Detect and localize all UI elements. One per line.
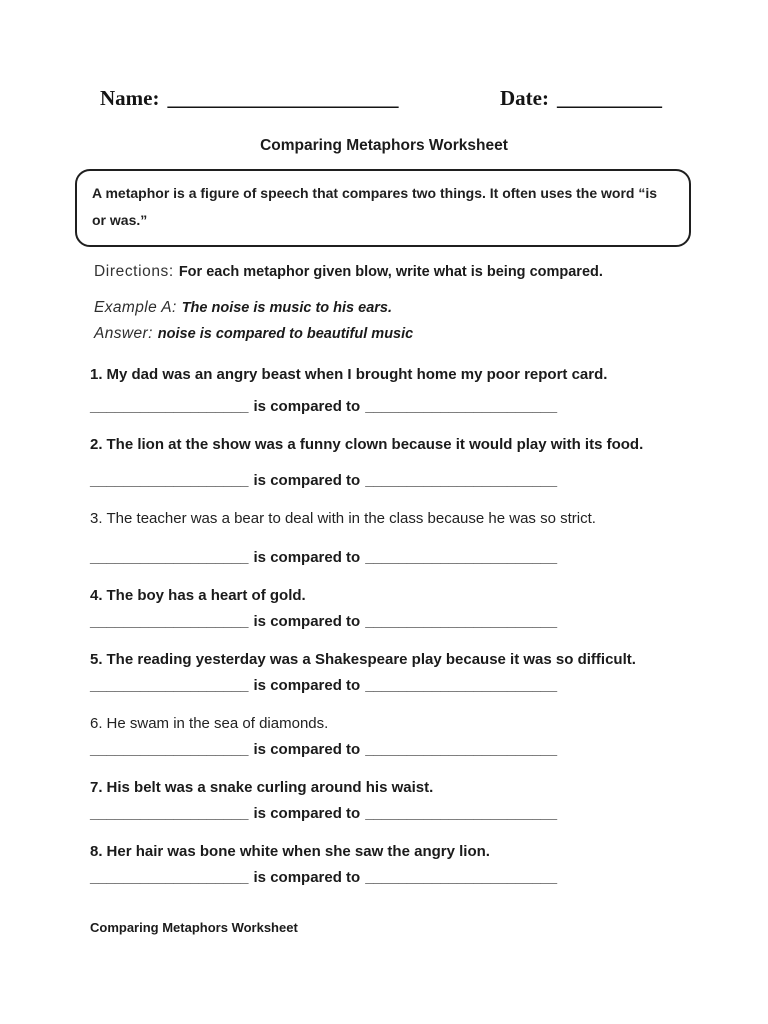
question-3-answer-line <box>90 548 708 568</box>
question-5 <box>90 650 708 696</box>
question-3-number: 3. <box>90 510 103 527</box>
question-2-number: 2. <box>90 436 103 453</box>
blank-left: ___________________ <box>90 398 249 415</box>
question-4-number: 4. <box>90 587 103 604</box>
compare-label: is compared to <box>253 549 361 566</box>
example-sentence: The noise is music to his ears. <box>181 300 393 316</box>
question-7-number: 7. <box>90 779 103 796</box>
question-6-answer-line <box>90 740 708 760</box>
blank-right: _______________________ <box>365 613 558 630</box>
answer-label: Answer: <box>94 325 153 342</box>
footer-title: Comparing Metaphors Worksheet <box>90 920 298 935</box>
question-5-number: 5. <box>90 651 103 668</box>
definition-text: A metaphor is a figure of speech that compares two things. It often uses the word “is or was.” <box>92 185 658 228</box>
directions-label: Directions: <box>94 263 174 280</box>
question-8-number: 8. <box>90 843 103 860</box>
question-3 <box>90 509 708 568</box>
blank-right: _______________________ <box>365 869 558 886</box>
question-7 <box>90 778 708 824</box>
compare-label: is compared to <box>253 398 361 415</box>
blank-left: ___________________ <box>90 805 249 822</box>
question-5-text: The reading yesterday was a Shakespeare play because it was so difficult. <box>106 651 636 668</box>
compare-label: is compared to <box>253 472 361 489</box>
question-1-number: 1. <box>90 366 103 383</box>
compare-label: is compared to <box>253 741 361 758</box>
question-4-text: The boy has a heart of gold. <box>106 587 306 604</box>
question-1-sentence <box>90 365 708 385</box>
compare-label: is compared to <box>253 613 361 630</box>
question-7-sentence <box>90 778 708 798</box>
example-answer-row <box>94 321 768 347</box>
question-8-sentence <box>90 842 708 862</box>
name-blank-line: ______________________ <box>167 86 399 110</box>
directions-row <box>94 263 708 281</box>
definition-box <box>75 169 691 247</box>
question-2-text: The lion at the show was a funny clown because it would play with its food. <box>106 436 644 453</box>
directions-text: For each metaphor given blow, write what is being compared. <box>178 264 603 280</box>
question-2-answer-line <box>90 471 708 491</box>
question-6 <box>90 714 708 760</box>
example-label: Example A: <box>94 299 177 316</box>
question-1-answer-line <box>90 397 708 417</box>
question-4-answer-line <box>90 612 708 632</box>
question-4 <box>90 586 708 632</box>
question-6-number: 6. <box>90 715 103 732</box>
blank-left: ___________________ <box>90 741 249 758</box>
example-block <box>94 295 768 347</box>
date-field <box>500 86 662 111</box>
question-4-sentence <box>90 586 708 606</box>
question-8-text: Her hair was bone white when she saw the angry lion. <box>106 843 490 860</box>
blank-right: _______________________ <box>365 549 558 566</box>
blank-left: ___________________ <box>90 472 249 489</box>
compare-label: is compared to <box>253 869 361 886</box>
worksheet-title: Comparing Metaphors Worksheet <box>260 137 508 154</box>
question-7-answer-line <box>90 804 708 824</box>
question-3-sentence <box>90 509 708 529</box>
question-1 <box>90 365 708 417</box>
question-8-answer-line <box>90 868 708 888</box>
blank-right: _______________________ <box>365 472 558 489</box>
date-blank-line: __________ <box>557 86 662 110</box>
question-8 <box>90 842 708 888</box>
question-7-text: His belt was a snake curling around his waist. <box>106 779 434 796</box>
compare-label: is compared to <box>253 805 361 822</box>
question-2 <box>90 435 708 491</box>
header-row <box>0 0 768 111</box>
answer-text: noise is compared to beautiful music <box>157 326 414 342</box>
question-5-sentence <box>90 650 708 670</box>
name-field <box>100 86 398 111</box>
blank-right: _______________________ <box>365 805 558 822</box>
blank-left: ___________________ <box>90 549 249 566</box>
blank-right: _______________________ <box>365 398 558 415</box>
blank-right: _______________________ <box>365 741 558 758</box>
blank-left: ___________________ <box>90 613 249 630</box>
compare-label: is compared to <box>253 677 361 694</box>
blank-left: ___________________ <box>90 869 249 886</box>
question-6-text: He swam in the sea of diamonds. <box>106 715 329 732</box>
question-list <box>90 365 708 888</box>
question-3-text: The teacher was a bear to deal with in the class because he was so strict. <box>106 510 596 527</box>
example-sentence-row <box>94 295 768 321</box>
question-2-sentence <box>90 435 708 455</box>
date-label: Date: <box>500 86 549 110</box>
name-label: Name: <box>100 86 160 110</box>
question-6-sentence <box>90 714 708 734</box>
blank-right: _______________________ <box>365 677 558 694</box>
question-5-answer-line <box>90 676 708 696</box>
blank-left: ___________________ <box>90 677 249 694</box>
question-1-text: My dad was an angry beast when I brought home my poor report card. <box>106 366 608 383</box>
